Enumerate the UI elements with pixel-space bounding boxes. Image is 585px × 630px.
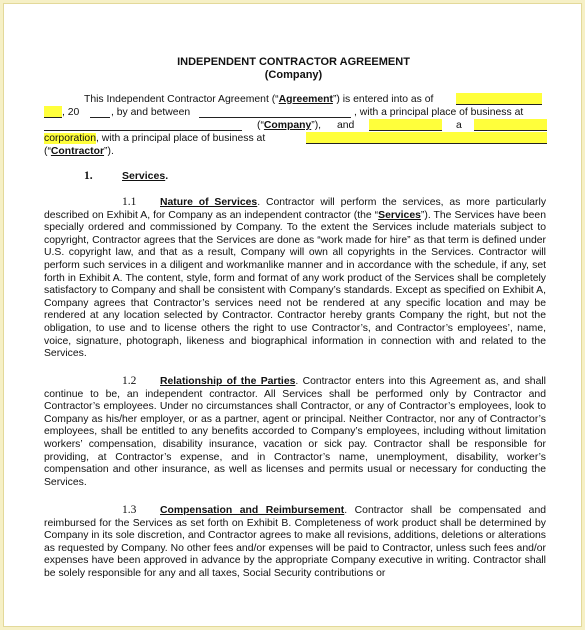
clause-1-1: 1.1 Nature of Services. Contractor will perform the services, as more particularly described on Exhibit A, for Company as an independent contractor (the “Services”). The Services have been specially ordered and commissioned by Company. To the extent the Services include materials subject to copyright, Contractor agrees that the Services are done as “work made for hire” as that term is defined under U.S. copyright law, and that as a result, Company will own all copyrights in the Services. Contractor will perform such services in a diligent and workmanlike manner and in accordance with the schedule, if any, set forth in Exhibit A. The content, style, form and format of any work product of the Services shall be completely satisfactory to Company and shall be consistent with Company’s standards. Except as specified on Exhibit A, Company agrees that Contractor’s services need not be rendered at any specific location and may be rendered at any location selected by Contractor. Contractor hereby grants Company the right, but not the obligation, to use and to license others the right to use Contractor’s, and Contractor’s employees’, name, voice, signature, photograph, likeness and biographical information in connection with and related to the Services. bbox=[44, 196, 547, 360]
section-1-heading: 1. Services. bbox=[84, 170, 169, 182]
clause-1-2: 1.2 Relationship of the Parties. Contractor enters into this Agreement as, and shall continue to be, an independent contractor. All Services shall be performed only by Contractor and Contractor’s employees. Under no circumstances shall Contractor, or any of Contractor’s employees, look to Company as his/her employer, or as a partner, agent or principal. Neither Contractor, nor any of Contractor’s employees, shall be entitled to any benefits accorded to Company’s employees, including without limitation workers’ compensation, disability insurance, vacation or sick pay. Contractor shall be responsible for providing, at Contractor’s expense, and in Contractor’s name, unemployment, disability, worker’s compensation and other insurance, as well as licenses and permits usual or necessary for conducting the Services. bbox=[44, 375, 546, 488]
day-blank[interactable] bbox=[44, 106, 62, 118]
contractor-name-blank[interactable] bbox=[369, 119, 442, 131]
clause-heading: Nature of Services bbox=[160, 197, 258, 208]
services-term: Services bbox=[378, 209, 421, 221]
agreement-term: Agreement bbox=[278, 94, 333, 105]
intro-line-3: (“Company”), bbox=[257, 120, 322, 131]
company-address-blank[interactable] bbox=[44, 119, 242, 131]
section-number: 1. bbox=[84, 170, 93, 182]
state-blank[interactable] bbox=[474, 119, 547, 131]
section-title: Services bbox=[122, 170, 166, 182]
company-term: Company bbox=[263, 120, 312, 131]
contractor-term: Contractor bbox=[50, 146, 105, 157]
document-page: INDEPENDENT CONTRACTOR AGREEMENT (Company) This Independent Contractor Agreement (“Agreement”) is entered into as of , 20 , by and between , with a principal place of business at (“Company”), and a corporation, with a principal place of business at (“Contractor”). 1. Services. 1.1 Nature of Services. Contractor will perform the services, as more particularly described on Exhibit A, for Company as an independent contractor (the “Services”). The Services have been specially ordered and commissioned by Company. To the extent the Services include materials subject to copyright, Contractor agrees that the Services are done as “work made for hire” as that term is defined under U.S. copyright law, and that as a result, Company will own all copyrights in the Services. Contractor will perform such services in a diligent and workmanlike manner and in accordance with the schedule, if any, set forth in Exhibit A. The content, style, form and format of any work product of the Services shall be completely satisfactory to Company and shall be consistent with Company’s standards. Except as specified on Exhibit A, Company agrees that Contractor’s services need not be rendered at any specific location and may be rendered at any location selected by Contractor. Contractor hereby grants Company the right, but not the obligation, to use and to license others the right to use Contractor’s, and Contractor’s employees’, name, voice, signature, photograph, likeness and biographical information in connection with and related to the Services. 1.2 Relationship of the Parties. Contractor enters into this Agreement as, and shall continue to be, an independent contractor. All Services shall be performed only by Contractor and Contractor’s employees. Under no circumstances shall Contractor, or any of Contractor’s employees, look to Company as his/her employer, or as a partner, agent or principal. Neither Contractor, nor any of Contractor’s employees, shall be entitled to any benefits accorded to Company’s employees, including without limitation workers’ compensation, disability insurance, vacation or sick pay. Contractor shall be responsible for providing, at Contractor’s expense, and in Contractor’s name, unemployment, disability, worker’s compensation and other insurance, as well as licenses and permits usual or necessary for conducting the Services. 1.3 Compensation and Reimbursement. Contractor shall be compensated and reimbursed for the Services as set forth on Exhibit B. Completeness of work product shall be determined by Company in its sole discretion, and Contractor agrees to make all revisions, additions, deletions or alterations as requested by Company. No other fees and/or expenses will be paid to Contractor, unless such fees and/or expenses have been approved in advance by the appropriate Company executive in writing. Contractor shall be solely responsible for any and all taxes, Social Security contributions or bbox=[3, 3, 582, 627]
clause-number: 1.1 bbox=[122, 196, 137, 208]
clause-number: 1.3 bbox=[122, 504, 137, 516]
date-blank[interactable] bbox=[456, 93, 542, 105]
intro-line-1: This Independent Contractor Agreement (“Agreement”) is entered into as of bbox=[84, 94, 434, 105]
intro-line-5: (“Contractor”). bbox=[44, 146, 114, 157]
clause-number: 1.2 bbox=[122, 375, 137, 387]
clause-heading: Relationship of the Parties bbox=[160, 376, 296, 387]
company-name-blank[interactable] bbox=[199, 106, 351, 118]
corporation-highlight: corporation bbox=[44, 133, 96, 144]
year-blank[interactable] bbox=[90, 106, 110, 118]
document-title: INDEPENDENT CONTRACTOR AGREEMENT bbox=[177, 56, 410, 68]
contractor-address-blank[interactable] bbox=[306, 132, 547, 144]
clause-heading: Compensation and Reimbursement bbox=[160, 505, 345, 516]
clause-1-3: 1.3 Compensation and Reimbursement. Contractor shall be compensated and reimbursed for the Services as set forth on Exhibit B. Completeness of work product shall be determined by Company in its sole discretion, and Contractor agrees to make all revisions, additions, deletions or alterations as requested by Company. No other fees and/or expenses will be paid to Contractor, unless such fees and/or expenses have been approved in advance by the appropriate Company executive in writing. Contractor shall be solely responsible for any and all taxes, Social Security contributions or bbox=[44, 504, 546, 579]
intro-line-4: corporation, with a principal place of business at bbox=[44, 133, 266, 144]
document-subtitle: (Company) bbox=[264, 69, 323, 81]
